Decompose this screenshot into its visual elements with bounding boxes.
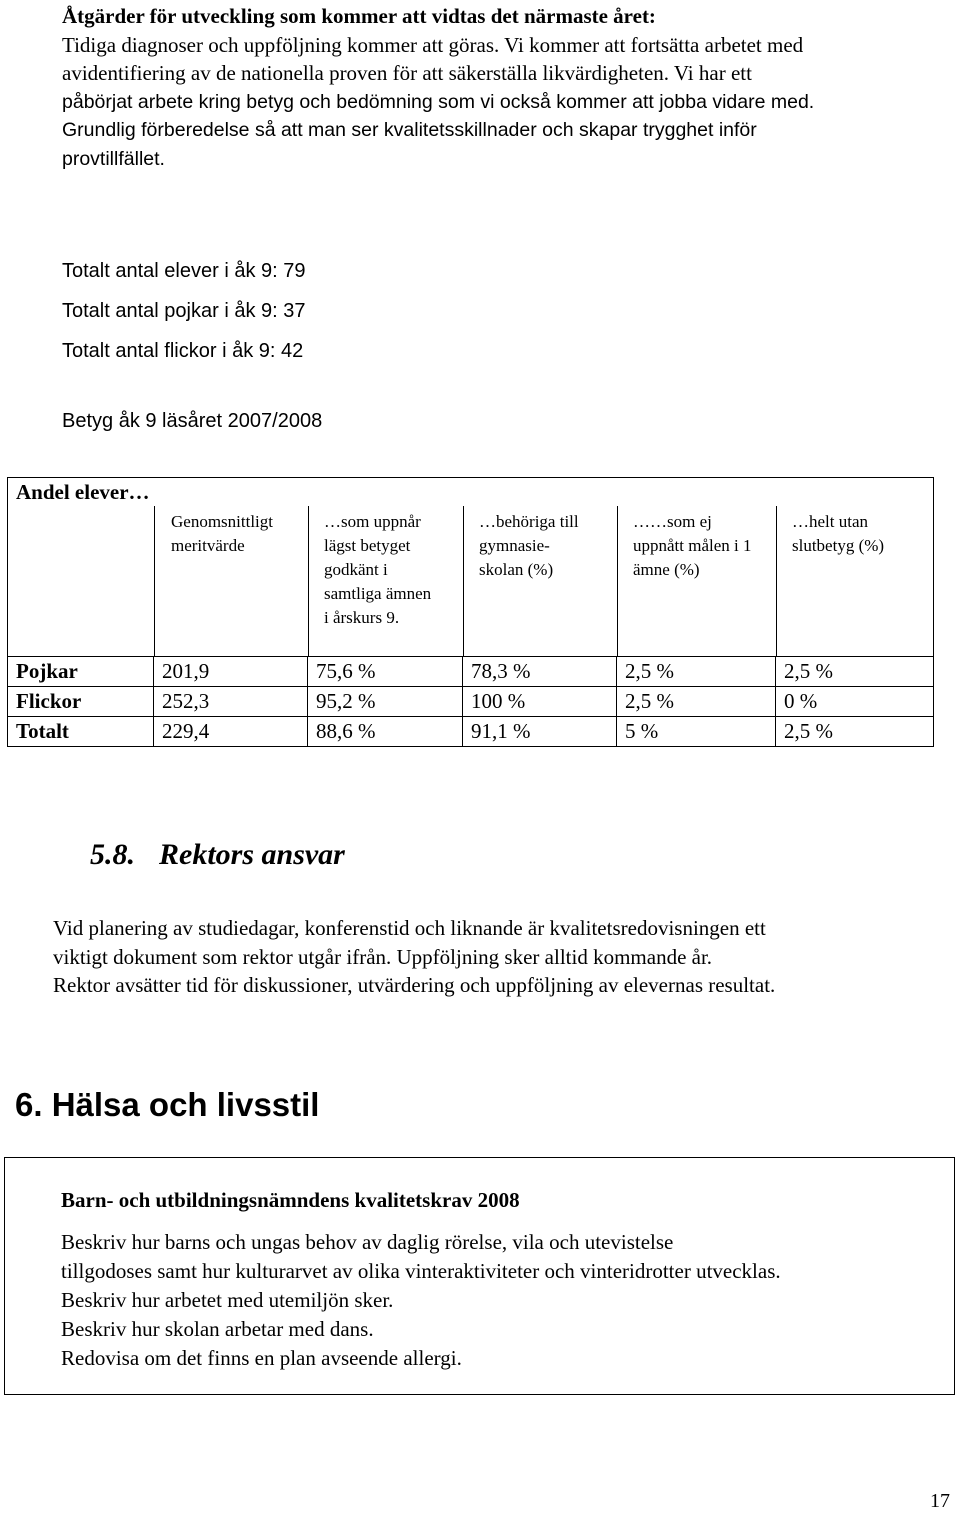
chapter-title: 6. Hälsa och livsstil [15,1086,320,1123]
table-header [8,478,934,657]
requirement-line: Beskriv hur arbetet med utemiljön sker. [61,1288,394,1312]
table-header-row [8,478,934,657]
section-title [90,838,345,872]
intro-paragraph [62,2,942,173]
table-cell: 100 % [463,687,617,717]
table-cell: 91,1 % [463,717,617,747]
intro-heading: Åtgärder för utveckling som kommer att vidtas det närmaste året: [62,4,656,28]
section-heading: Rektors ansvar [159,838,345,871]
table-row [8,687,934,717]
page-number: 17 [930,1490,950,1512]
header-meritvarde: Genomsnittligt meritvärde [171,512,273,555]
table-cell: 2,5 % [776,657,934,687]
intro-line: påbörjat arbete kring betyg och bedömning som vi också kommer att jobba vidare med. [62,90,815,113]
section-number: 5.8. [90,838,135,871]
table-cell: 75,6 % [308,657,463,687]
intro-line: Grundlig förberedelse så att man ser kvalitetsskillnader och skapar trygghet inför [62,119,757,141]
requirement-line: Redovisa om det finns en plan avseende allergi. [61,1346,462,1370]
section-body [53,914,933,1000]
table-cell: 88,6 % [308,717,463,747]
grades-table [7,477,934,747]
header-utan-slutbetyg: …helt utan slutbetyg (%) [792,512,885,555]
total-students: Totalt antal elever i åk 9: 79 [62,260,306,282]
table-cell: 2,5 % [776,717,934,747]
total-boys: Totalt antal pojkar i åk 9: 37 [62,300,306,322]
table-cell: 229,4 [154,717,308,747]
total-girls: Totalt antal flickor i åk 9: 42 [62,340,304,362]
table-title: Andel elever… [16,480,150,504]
requirements-list [61,1228,781,1373]
table-cell: 2,5 % [617,657,776,687]
table-cell: 2,5 % [617,687,776,717]
table-cell: 0 % [776,687,934,717]
intro-line: Tidiga diagnoser och uppföljning kommer att göras. Vi kommer att fortsätta arbetet med [62,32,804,57]
row-label: Flickor [8,687,154,717]
intro-line: provtillfället. [62,147,165,170]
requirement-line: Beskriv hur skolan arbetar med dans. [61,1317,374,1341]
table-row [8,717,934,747]
table-cell: 78,3 % [463,657,617,687]
table-cell: 95,2 % [308,687,463,717]
requirement-line: Beskriv hur barns och ungas behov av daglig rörelse, vila och utevistelse [61,1230,674,1254]
header-behoriga: …behöriga till gymnasie- skolan (%) [479,512,579,579]
requirements-box [4,1157,955,1395]
section-line: Rektor avsätter tid för diskussioner, utvärdering och uppföljning av elevernas resultat. [53,973,776,997]
intro-line: avidentifiering av de nationella proven för att säkerställa likvärdigheten. Vi har ett [62,61,752,85]
header-godkant: …som uppnår lägst betyget godkänt i samtliga ämnen i årskurs 9. [324,512,432,627]
requirement-line: tillgodoses samt hur kulturarvet av olika vinteraktiviteter och vinteridrotter utvecklas. [61,1259,781,1283]
requirements-heading: Barn- och utbildningsnämndens kvalitetskrav 2008 [61,1188,520,1212]
table-cell: 252,3 [154,687,308,717]
table-cell: 201,9 [154,657,308,687]
row-label: Totalt [8,717,154,747]
grades-title: Betyg åk 9 läsåret 2007/2008 [62,410,323,432]
section-line: Vid planering av studiedagar, konferenstid och liknande är kvalitetsredovisningen ett [53,916,766,940]
table-row [8,657,934,687]
section-line: viktigt dokument som rektor utgår ifrån. Uppföljning sker alltid kommande år. [53,944,713,969]
header-ej-uppnatt: ……som ej uppnått målen i 1 ämne (%) [633,512,752,579]
row-label: Pojkar [8,657,154,687]
table-cell: 5 % [617,717,776,747]
